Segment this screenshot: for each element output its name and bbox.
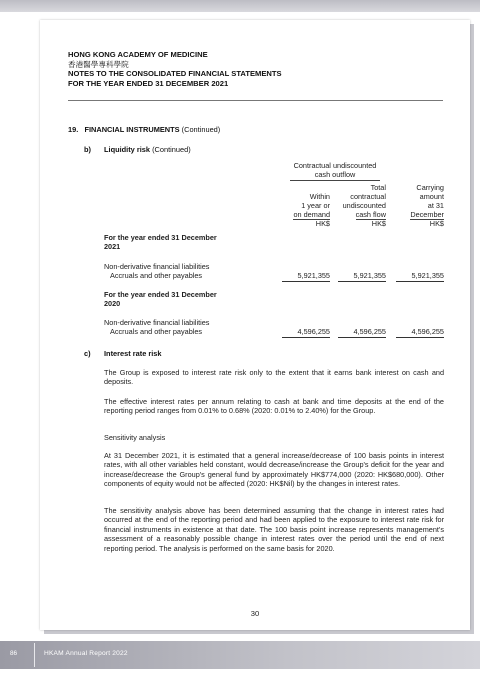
document-header xyxy=(68,50,443,88)
block-2021-value-within-1-year: 5,921,355 xyxy=(282,271,330,282)
col-header-carrying-amount xyxy=(386,183,444,228)
block-2020-category: Non-derivative financial liabilities xyxy=(104,318,210,327)
col1-line3: on demand xyxy=(293,210,330,219)
section-title xyxy=(68,125,220,134)
block-2021-category: Non-derivative financial liabilities xyxy=(104,262,210,271)
paragraph-sensitivity-estimate: At 31 December 2021, it is estimated that a general increase/decrease of 100 basis points in interest rates, with all other variables held constant, would decrease/increase the Group's deficit for the year and increase/decrease the Group's general fund by approximately HK$774,000 (2020: HK$680,000). Other components of equity would not be affected (2020: HK$Nil) by the changes in interest rates. xyxy=(104,451,444,489)
paragraph-sensitivity-heading: Sensitivity analysis xyxy=(104,433,166,442)
block-2020-item: Accruals and other payables xyxy=(110,327,203,336)
block-2021-value-total: 5,921,355 xyxy=(338,271,386,282)
col3-currency: HK$ xyxy=(429,219,444,228)
footer-page-number: 86 xyxy=(10,650,18,657)
section-heading: FINANCIAL INSTRUMENTS xyxy=(84,125,180,134)
col-header-total-cash-flow xyxy=(328,183,386,228)
col3-line1: Carrying xyxy=(416,183,444,192)
section-number: 19. xyxy=(68,125,79,134)
subsection-c-title xyxy=(84,349,162,358)
col2-currency: HK$ xyxy=(371,219,386,228)
block-2020-value-within-1-year: 4,596,255 xyxy=(282,327,330,338)
col2-line4: cash flow xyxy=(355,210,386,219)
subsection-c-letter: c) xyxy=(84,349,91,358)
subsection-c-heading: Interest rate risk xyxy=(104,349,162,358)
col3-line4: December xyxy=(410,210,444,219)
subsection-b-letter: b) xyxy=(84,145,91,154)
col2-line1: Total xyxy=(370,183,386,192)
block-2021-item: Accruals and other payables xyxy=(110,271,203,280)
block-2021-heading: For the year ended 31 December 2021 xyxy=(104,233,217,251)
section-continued: (Continued) xyxy=(181,125,221,134)
page-number: 30 xyxy=(250,609,260,618)
col1-currency: HK$ xyxy=(315,219,330,228)
org-name: HONG KONG ACADEMY OF MEDICINE xyxy=(68,50,208,59)
top-band xyxy=(0,0,480,12)
col2-line2: contractual xyxy=(350,192,386,201)
header-divider xyxy=(68,100,443,101)
subsection-b-heading: Liquidity risk xyxy=(104,145,150,154)
block-2021-value-carrying: 5,921,355 xyxy=(396,271,444,282)
document-page xyxy=(40,20,470,630)
footer-report-title: HKAM Annual Report 2022 xyxy=(44,650,128,657)
col3-line3: at 31 xyxy=(427,201,444,210)
period-title: FOR THE YEAR ENDED 31 DECEMBER 2021 xyxy=(68,78,229,88)
table-group-header: Contractual undiscounted cash outflow xyxy=(290,161,380,181)
col1-line1: Within xyxy=(309,192,330,201)
col-header-within-1-year xyxy=(272,192,330,228)
paragraph-exposure: The Group is exposed to interest rate risk only to the extent that it earns bank interest on cash and deposits. xyxy=(104,368,444,387)
col1-line2: 1 year or xyxy=(301,201,330,210)
notes-title: NOTES TO THE CONSOLIDATED FINANCIAL STATEMENTS xyxy=(68,69,282,78)
col3-line2: amount xyxy=(419,192,444,201)
subsection-b-continued: (Continued) xyxy=(152,145,191,154)
paragraph-sensitivity-basis: The sensitivity analysis above has been determined assuming that the change in interest rates had occurred at the end of the reporting period and had been applied to the exposure to interest rate risk for financial instruments in existence at that date. The 100 basis point increase represents management's assessment of a reasonably possible change in interest rates over the period until the end of next reporting period. The analysis is performed on the same basis for 2020. xyxy=(104,506,444,553)
footer-divider xyxy=(34,643,35,667)
block-2020-heading: For the year ended 31 December 2020 xyxy=(104,290,217,308)
paragraph-effective-rates: The effective interest rates per annum relating to cash at bank and time deposits at the end of the reporting period ranges from 0.01% to 0.68% (2020: 0.01% to 2.40%) for the Group. xyxy=(104,397,444,416)
block-2020-value-total: 4,596,255 xyxy=(338,327,386,338)
org-name-chinese: 香港醫學專科學院 xyxy=(68,59,129,69)
block-2020-value-carrying: 4,596,255 xyxy=(396,327,444,338)
subsection-b-title xyxy=(84,145,191,154)
col2-line3: undiscounted xyxy=(342,201,386,210)
